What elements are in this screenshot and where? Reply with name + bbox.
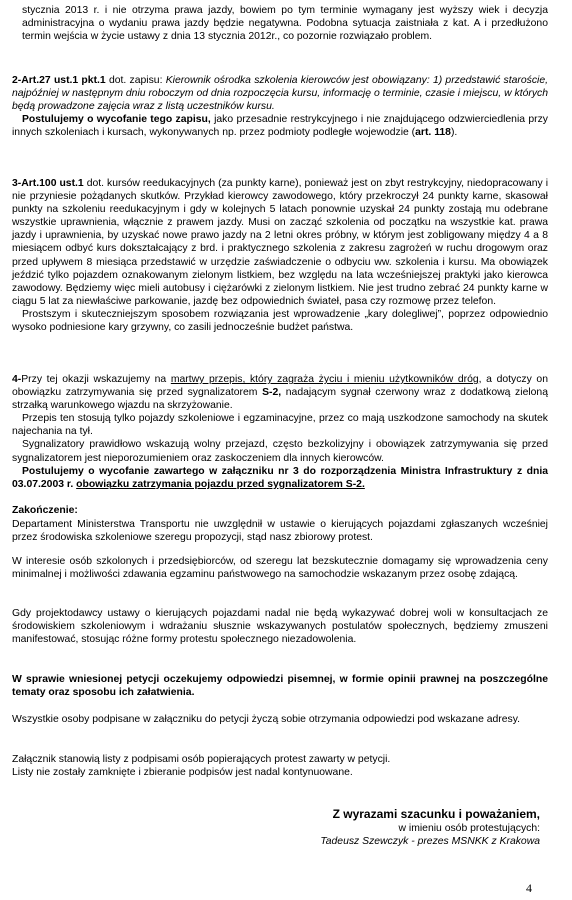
conclusion-paragraph-6 — [12, 753, 548, 779]
item-2-art-ref: art. 118 — [415, 127, 451, 139]
item-2-number: 2-Art.27 ust.1 pkt.1 — [12, 75, 106, 86]
conclusion-paragraph-2: W interesie osób szkolonych i przedsiębiorców, od szeregu lat bezskutecznie domagamy się wprowadzenia ceny minimalnej i możliwości zdawania egzaminu państwowego na samochodzie wskazanym przez osobę zdającą. — [12, 556, 548, 581]
item-4-number: 4- — [12, 374, 22, 385]
signatures-note: Listy nie zostały zamknięte i zbieranie podpisów jest nadal kontynuowane. — [12, 767, 353, 779]
page-number: 4 — [526, 881, 532, 895]
item-3-number: 3-Art.100 ust.1 — [12, 178, 84, 189]
signature-behalf: w imieniu osób protestujących: — [398, 823, 540, 834]
item-2-art27 — [12, 74, 548, 139]
conclusion-paragraph-5: Wszystkie osoby podpisane w załączniku do petycji życzą sobie otrzymania odpowiedzi pod wskazane adresy. — [12, 714, 521, 725]
item-4-postulate: Postulujemy o wycofanie zawartego w załączniku nr 3 do rozporządzenia Ministra Infrastruktury z dnia 03.07.2003 r. — [12, 465, 548, 490]
signature-block — [320, 807, 540, 848]
conclusion-paragraph-1: Departament Ministerstwa Transportu nie uwzględnił w ustawie o kierujących pojazdami zgłaszanych wcześniej przez środowiska szkoleniowe szeregu propozycji, stąd nasz zbiorowy protest. — [12, 519, 548, 544]
item-2-close: ). — [450, 127, 458, 139]
conclusion-paragraph-3: Gdy projektodawcy ustawy o kierujących pojazdami nadal nie będą wykazywać dobrej woli w konsultacjach ze środowiskiem szkoleniowym i wdrażaniu słusznie wskazywanych postulatów społecznych, będziemy zmuszeni manifestować, stosując różne formy protestu społecznego niezadowolenia. — [12, 608, 548, 646]
conclusion-heading: Zakończenie: — [12, 505, 78, 516]
item-4-para3: Sygnalizatory prawidłowo wskazują wolny przejazd, często bezkolizyjny i obowiązek zatrzymywania się przed sygnalizatorem jest nieporozumieniem oraz zaskoczeniem dla innych kierowców. — [12, 439, 548, 464]
paragraph-continuation: stycznia 2013 r. i nie otrzyma prawa jazdy, bowiem po tym terminie wymagany jest wyższy wiek i decyzja administracyjna o wydaniu prawa jazdy będzie negatywna. Podobna sytuacja zaistniała z kat. A i przedłużono termin wejścia w życie ustawy z dnia 13 stycznia 2012r., co pozornie rozwiązało problem. — [22, 5, 548, 43]
item-4-dead-rule: martwy przepis, który zagraża życiu i mieniu użytkowników dróg — [170, 374, 479, 385]
item-2-postulate: Postulujemy o wycofanie tego zapisu, — [22, 114, 211, 126]
item-4-text-b: , a dotyczy on obowiązku zatrzymywania się przed sygnalizatorem — [12, 374, 548, 399]
item-3-text: dot. kursów reedukacyjnych (za punkty karne), ponieważ jest on zbyt restrykcyjny, niedopracowany i nie przyniesie pożądanych skutków. Przykład kierowcy zawodowego, który przekroczył 24 punkty karne, skasował punkty na szkoleniu reedukacyjnym i gdy w kolejnych 5 latach ponownie uzyskał 24 punkty zostają mu odebrane wszystkie uprawnienia, włącznie z prawem jazdy. Musi on zacząć szkolenia od początku na wszystkie kat. prawa jazdy i uprawnienia, by uzyskać nowe prawo jazdy na 2 letni okres próbny, w którym jest zobligowany między 4 a 8 miesiącem odbyć kurs dokształcający z brd. i praktycznego szkolenia z zakresu zagrożeń w ruchu drogowym oraz przed upływem 8 miesiąca przedstawić w urzędzie zaświadczenie o odbyciu ww. szkolenia i kursu. Ma obowiązek jeździć tylko pojazdem oznakowanym zielonym listkiem, bez względu na lata wcześniejszej praktyki jako kierowca zawodowy. Będziemy więc mieli autobusy i ciężarówki z zielonym listkiem. Nie jest trudno zebrać 24 punkty karne w ciągu 5 lat za niewłaściwe parkowanie, jazdę bez odpowiednich świateł, pasa czy rozmowę przez telefon. — [12, 178, 549, 307]
conclusion-paragraph-4: W sprawie wniesionej petycji oczekujemy odpowiedzi pisemnej, w formie opinii prawnej na poszczególne tematy oraz sposobu ich załatwienia. — [12, 674, 548, 699]
item-4-para2: Przepis ten stosują tylko pojazdy szkoleniowe i egzaminacyjne, przez co mają uszkodzone samochody na skutek najechania na tył. — [12, 413, 548, 438]
item-4-text-a: Przy tej okazji wskazujemy na — [21, 374, 171, 385]
item-3-remedy: Prostszym i skuteczniejszym sposobem rozwiązania jest wprowadzenie „kary dolegliwej”, poprzez odpowiednio wysoko podniesione kary grzywny, co zasili jednocześnie budżet państwa. — [12, 308, 548, 334]
signature-name: Tadeusz Szewczyk - prezes MSNKK z Krakowa — [320, 836, 540, 848]
item-4-postulate-underlined: obowiązku zatrzymania pojazdu przed sygnalizatorem S-2. — [76, 478, 365, 490]
attachment-note: Załącznik stanowią listy z podpisami osób popierających protest zawarty w petycji. — [12, 754, 391, 765]
item-4-s2: S-2, — [262, 387, 282, 399]
item-3-art100 — [12, 177, 548, 334]
item-4-s2-signal — [12, 373, 548, 491]
item-2-postulate-rest: jako przesadnie restrykcyjnego i nie znajdującego odzwierciedlenia przy innych szkoleniach i kursach, wykonywanych np. przez podmioty podległe wojewodzie ( — [12, 114, 548, 139]
item-2-intro: dot. zapisu: — [105, 75, 166, 86]
item-4-text-c: nadającym sygnał czerwony wraz z dodatkową zieloną strzałką warunkowego wjazdu na skrzyżowanie. — [12, 387, 548, 412]
signature-greeting: Z wyrazami szacunku i poważaniem, — [332, 807, 540, 821]
item-2-quote: Kierownik ośrodka szkolenia kierowców jest obowiązany: 1) przedstawić staroście, najpóźniej w następnym dniu roboczym od dnia rozpoczęcia kursu, informację o terminie, czasie i miejscu, w których będą prowadzone zajęcia wraz z listą uczestników kursu. — [12, 75, 549, 113]
